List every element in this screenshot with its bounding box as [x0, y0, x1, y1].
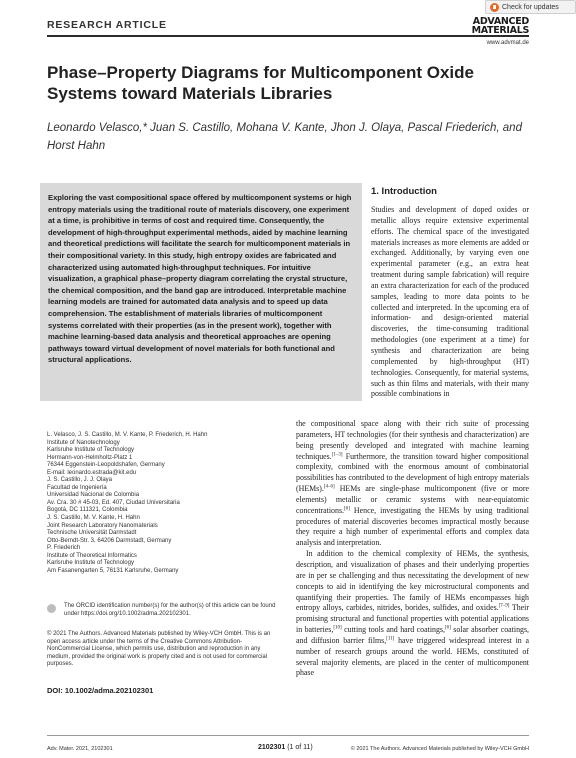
text-run: Their promising structural and functional properties with potential applications in batteries, [296, 603, 529, 635]
text-run: Furthermore, the transition toward higher compositional complexity, combined with the enormous amount of combinatorial possibilities has contributed to the development of high entropy materials (HEMs). [296, 451, 529, 494]
section-heading: 1. Introduction [371, 186, 437, 197]
section-label: RESEARCH ARTICLE [47, 19, 167, 31]
page-of: (1 of 11) [287, 744, 313, 751]
journal-url[interactable]: www.advmat.de [486, 40, 529, 46]
intro-paragraph-2 [296, 549, 529, 679]
reference-link[interactable]: [4–6] [323, 484, 335, 490]
reference-link[interactable]: [10] [333, 625, 342, 631]
footer-citation: Adv. Mater. 2021, 2102301 [47, 746, 113, 752]
orcid-text[interactable]: The ORCID identification number(s) for the author(s) of this article can be found under https://doi.org/10.1002/adma.202102301. [64, 603, 276, 617]
footer-rule [47, 735, 529, 736]
text-run: HEMs are single-phase multicomponent (five or more elements) metallic or ceramic systems with near-equiatomic concentrations. [296, 484, 529, 515]
journal-logo-line2: MATERIALS [471, 25, 529, 36]
author-list: Leonardo Velasco,* Juan S. Castillo, Mohana V. Kante, Jhon J. Olaya, Pascal Friederich, and Horst Hahn [47, 122, 522, 152]
article-title: Phase–Property Diagrams for Multicomponent Oxide Systems toward Materials Libraries [47, 63, 474, 103]
copyright-notice: © 2021 The Authors. Advanced Materials published by Wiley-VCH GmbH. This is an open access article under the terms of the Creative Commons Attribution-NonCommercial License, which permits use, distribution and reproduction in any medium, provided the original work is properly cited and is not used for commercial purposes. [47, 631, 271, 667]
reference-link[interactable]: [11] [386, 636, 395, 642]
text-run: the compositional space along with their rich suite of processing parameters, HT technologies (for their synthesis and characterization) are being presently developed and integrated with machine learning techniques. [296, 419, 529, 461]
intro-body [296, 419, 529, 679]
affiliations: L. Velasco, J. S. Castillo, M. V. Kante, P. Friederich, H. Hahn Institute of Nanotechnology Karlsruhe Institute of Technology Hermann-von-Helmholtz-Platz 1 76344 Eggenstein-Leopoldshafen, Germany E-mail: leonardo.estrada@kit.edu J. S. Castillo, J. J. Olaya Facultad de Ingeniería Universidad Nacional de Colombia Av. Cra. 30 # 45-03, Ed. 407, Ciudad Universitaria Bogotá, DC 111321, Colombia J. S. Castillo, M. V. Kante, H. Hahn Joint Research Laboratory Nanomaterials Technische Universität Darmstadt Otto-Berndt-Str. 3, 64206 Darmstadt, Germany P. Friederich Institute of Theoretical Informatics Karlsruhe Institute of Technology Am Fasanengarten 5, 76131 Karlsruhe, Germany [47, 432, 208, 574]
page-id: 2102301 [258, 744, 286, 751]
abstract-text: Exploring the vast compositional space offered by multicomponent systems or high entropy materials using the traditional route of materials discovery, one experiment at a time, is prohibitive in terms of cost and required time. Consequently, the development of high-throughput experimental methods, aided by machine learning and theoretical predictions will facilitate the search for multicomponent materials in their compositional variety. In this study, high entropy oxides are fabricated and characterized using automated high-throughput techniques. For intuitive visualization, a graphical phase–property diagram correlating the crystal structure, the chemical composition, and the band gap are introduced. Interpretable machine learning models are trained for automated data analysis and to speed up data comprehension. The establishment of materials libraries of multicomponent systems correlated with their properties (as in the present work), together with machine learning-based data analysis and theoretical approaches are opening pathways toward virtual development of novel materials for both functional and structural applications. [48, 193, 352, 365]
header-rule [47, 35, 529, 37]
doi[interactable]: DOI: 10.1002/adma.202102301 [47, 686, 154, 695]
text-run: have triggered widespread interest in a number of research groups around the world. HEMs, constituted of several majority elements, are placed in the center of multicomponent phase [296, 635, 529, 678]
reference-link[interactable]: [1–3] [331, 451, 343, 457]
update-icon [490, 3, 499, 12]
footer-page-number [258, 744, 313, 751]
intro-paragraph-1-cont [296, 419, 529, 549]
reference-link[interactable]: [6] [343, 506, 350, 512]
intro-paragraph-start: Studies and development of doped oxides or metallic alloys require extensive experimental efforts. The chemical space of the investigated materials increases as more elements are added or exchanged. Additionally, by varying even one experimental parameter (e.g., an extra heat treatment during sample fabrication) will require an extra characterization for each of the produced samples, leading to more data points to be collected and interpreted. In the upcoming era of information- and design-oriented material discoveries, the time-consuming traditional methodologies (one experiment at a time) for synthesis and characterization are being complemented by high-throughput (HT) technologies. Consequently, for material systems, such as thin films and materials, with their many possible combinations in [371, 205, 529, 399]
text-run: solar absorber coatings, and diffusion barrier films, [296, 625, 529, 645]
reference-link[interactable]: [7–9] [498, 603, 510, 609]
journal-logo-line1: ADVANCED [472, 16, 529, 27]
text-run: Hence, investigating the HEMs by using traditional procedures of material discoveries becomes impractical mostly because they require a high number of experimental efforts and complex data analysis and interpretation. [296, 505, 529, 548]
check-updates-button[interactable] [485, 0, 576, 14]
orcid-icon [47, 604, 56, 613]
journal-logo [463, 17, 529, 35]
reference-link[interactable]: [6] [444, 625, 451, 631]
footer-copyright: © 2021 The Authors. Advanced Materials published by Wiley-VCH GmbH [350, 746, 529, 752]
text-run: In addition to the chemical complexity of HEMs, the synthesis, description, and visualization of phases and their underlying properties are in per se challenging and thus necessitating the development of new concepts to aid in identifying the key microstructural components and quantifying their properties. The family of HEMs encompasses high entropy alloys, carbides, nitrides, borides, sulfides, and oxides. [296, 549, 529, 613]
check-updates-label: Check for updates [502, 4, 559, 11]
text-run: cutting tools and hard coatings, [341, 625, 445, 635]
